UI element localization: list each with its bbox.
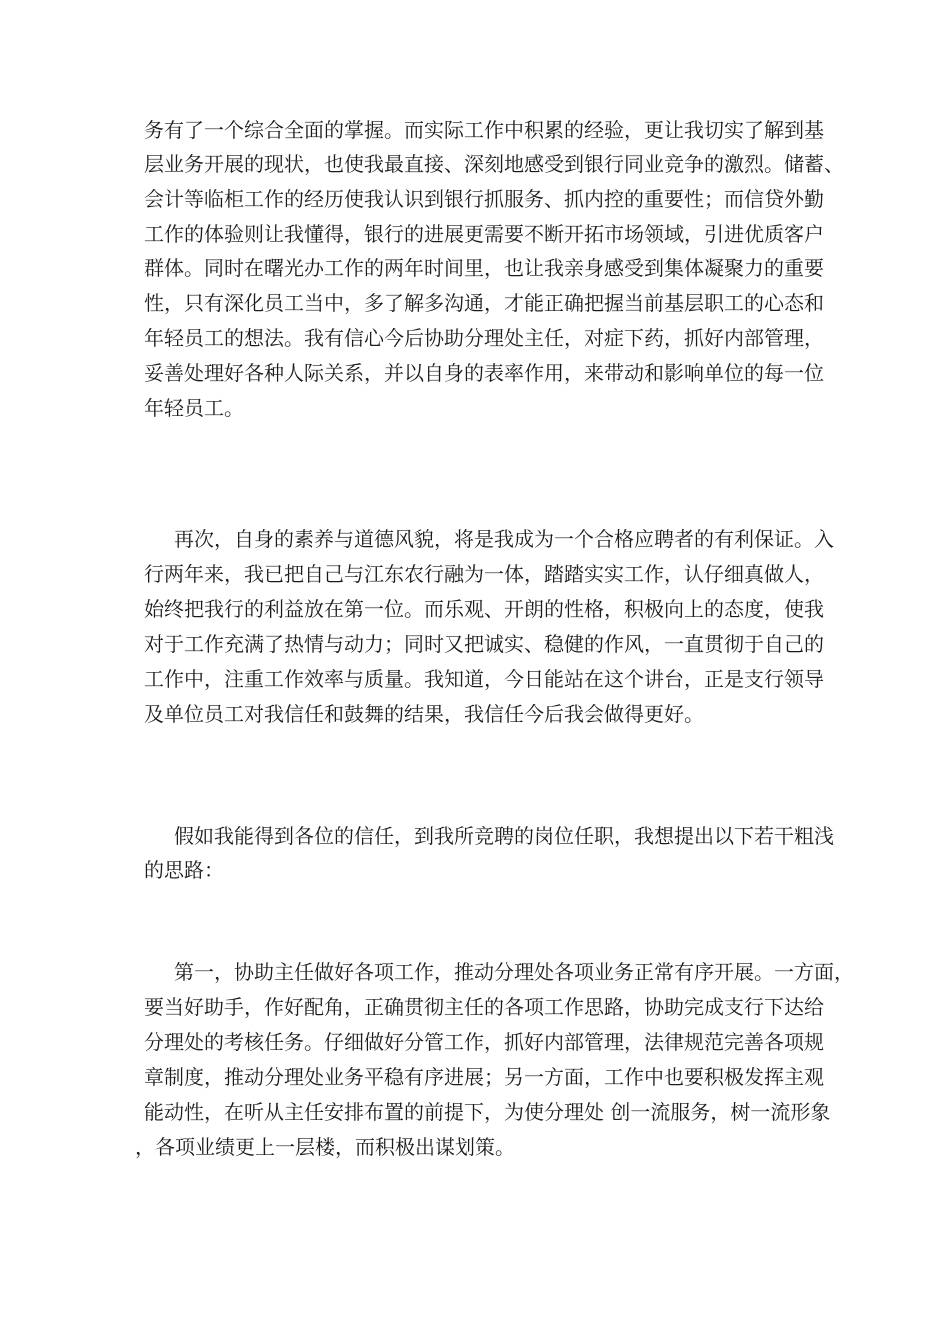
- text-line: 章制度，推动分理处业务平稳有序进展；另一方面，工作中也要积极发挥主观: [144, 1065, 824, 1089]
- text-line: 假如我能得到各位的信任，到我所竞聘的岗位任职，我想提出以下若干粗浅: [174, 824, 834, 848]
- text-line: 性，只有深化员工当中，多了解多沟通，才能正确把握当前基层职工的心态和: [144, 291, 824, 315]
- text-line: 群体。同时在曙光办工作的两年时间里，也让我亲身感受到集体凝聚力的重要: [144, 256, 824, 280]
- text-line: 能动性，在听从主任安排布置的前提下，为使分理处 创一流服务，树一流形象: [144, 1100, 831, 1124]
- text-line: ，各项业绩更上一层楼，而积极出谋划策。: [135, 1135, 515, 1159]
- text-line: 第一，协助主任做好各项工作，推动分理处各项业务正常有序开展。一方面，: [174, 960, 854, 984]
- text-line: 行两年来，我已把自己与江东农行融为一体，踏踏实实工作，认仔细真做人，: [144, 562, 824, 586]
- text-line: 层业务开展的现状，也使我最直接、深刻地感受到银行同业竞争的激烈。储蓄、: [144, 152, 844, 176]
- text-line: 工作中，注重工作效率与质量。我知道，今日能站在这个讲台，正是支行领导: [144, 667, 824, 691]
- text-line: 的思路：: [144, 858, 224, 882]
- text-line: 再次，自身的素养与道德风貌，将是我成为一个合格应聘者的有利保证。入: [174, 527, 834, 551]
- text-line: 会计等临柜工作的经历使我认识到银行抓服务、抓内控的重要性；而信贷外勤: [144, 187, 824, 211]
- text-line: 妥善处理好各种人际关系，并以自身的表率作用，来带动和影响单位的每一位: [144, 361, 824, 385]
- text-line: 年轻员工的想法。我有信心今后协助分理处主任，对症下药，抓好内部管理，: [144, 326, 824, 350]
- text-line: 年轻员工。: [144, 396, 244, 420]
- text-line: 要当好助手，作好配角，正确贯彻主任的各项工作思路，协助完成支行下达给: [144, 995, 824, 1019]
- text-line: 工作的体验则让我懂得，银行的进展更需要不断开拓市场领域，引进优质客户: [144, 222, 824, 246]
- text-line: 始终把我行的利益放在第一位。而乐观、开朗的性格，积极向上的态度，使我: [144, 597, 824, 621]
- text-line: 对于工作充满了热情与动力；同时又把诚实、稳健的作风，一直贯彻于自己的: [144, 632, 824, 656]
- text-line: 务有了一个综合全面的掌握。而实际工作中积累的经验，更让我切实了解到基: [144, 118, 824, 142]
- text-line: 分理处的考核任务。仔细做好分管工作，抓好内部管理，法律规范完善各项规: [144, 1030, 824, 1054]
- text-line: 及单位员工对我信任和鼓舞的结果，我信任今后我会做得更好。: [144, 702, 704, 726]
